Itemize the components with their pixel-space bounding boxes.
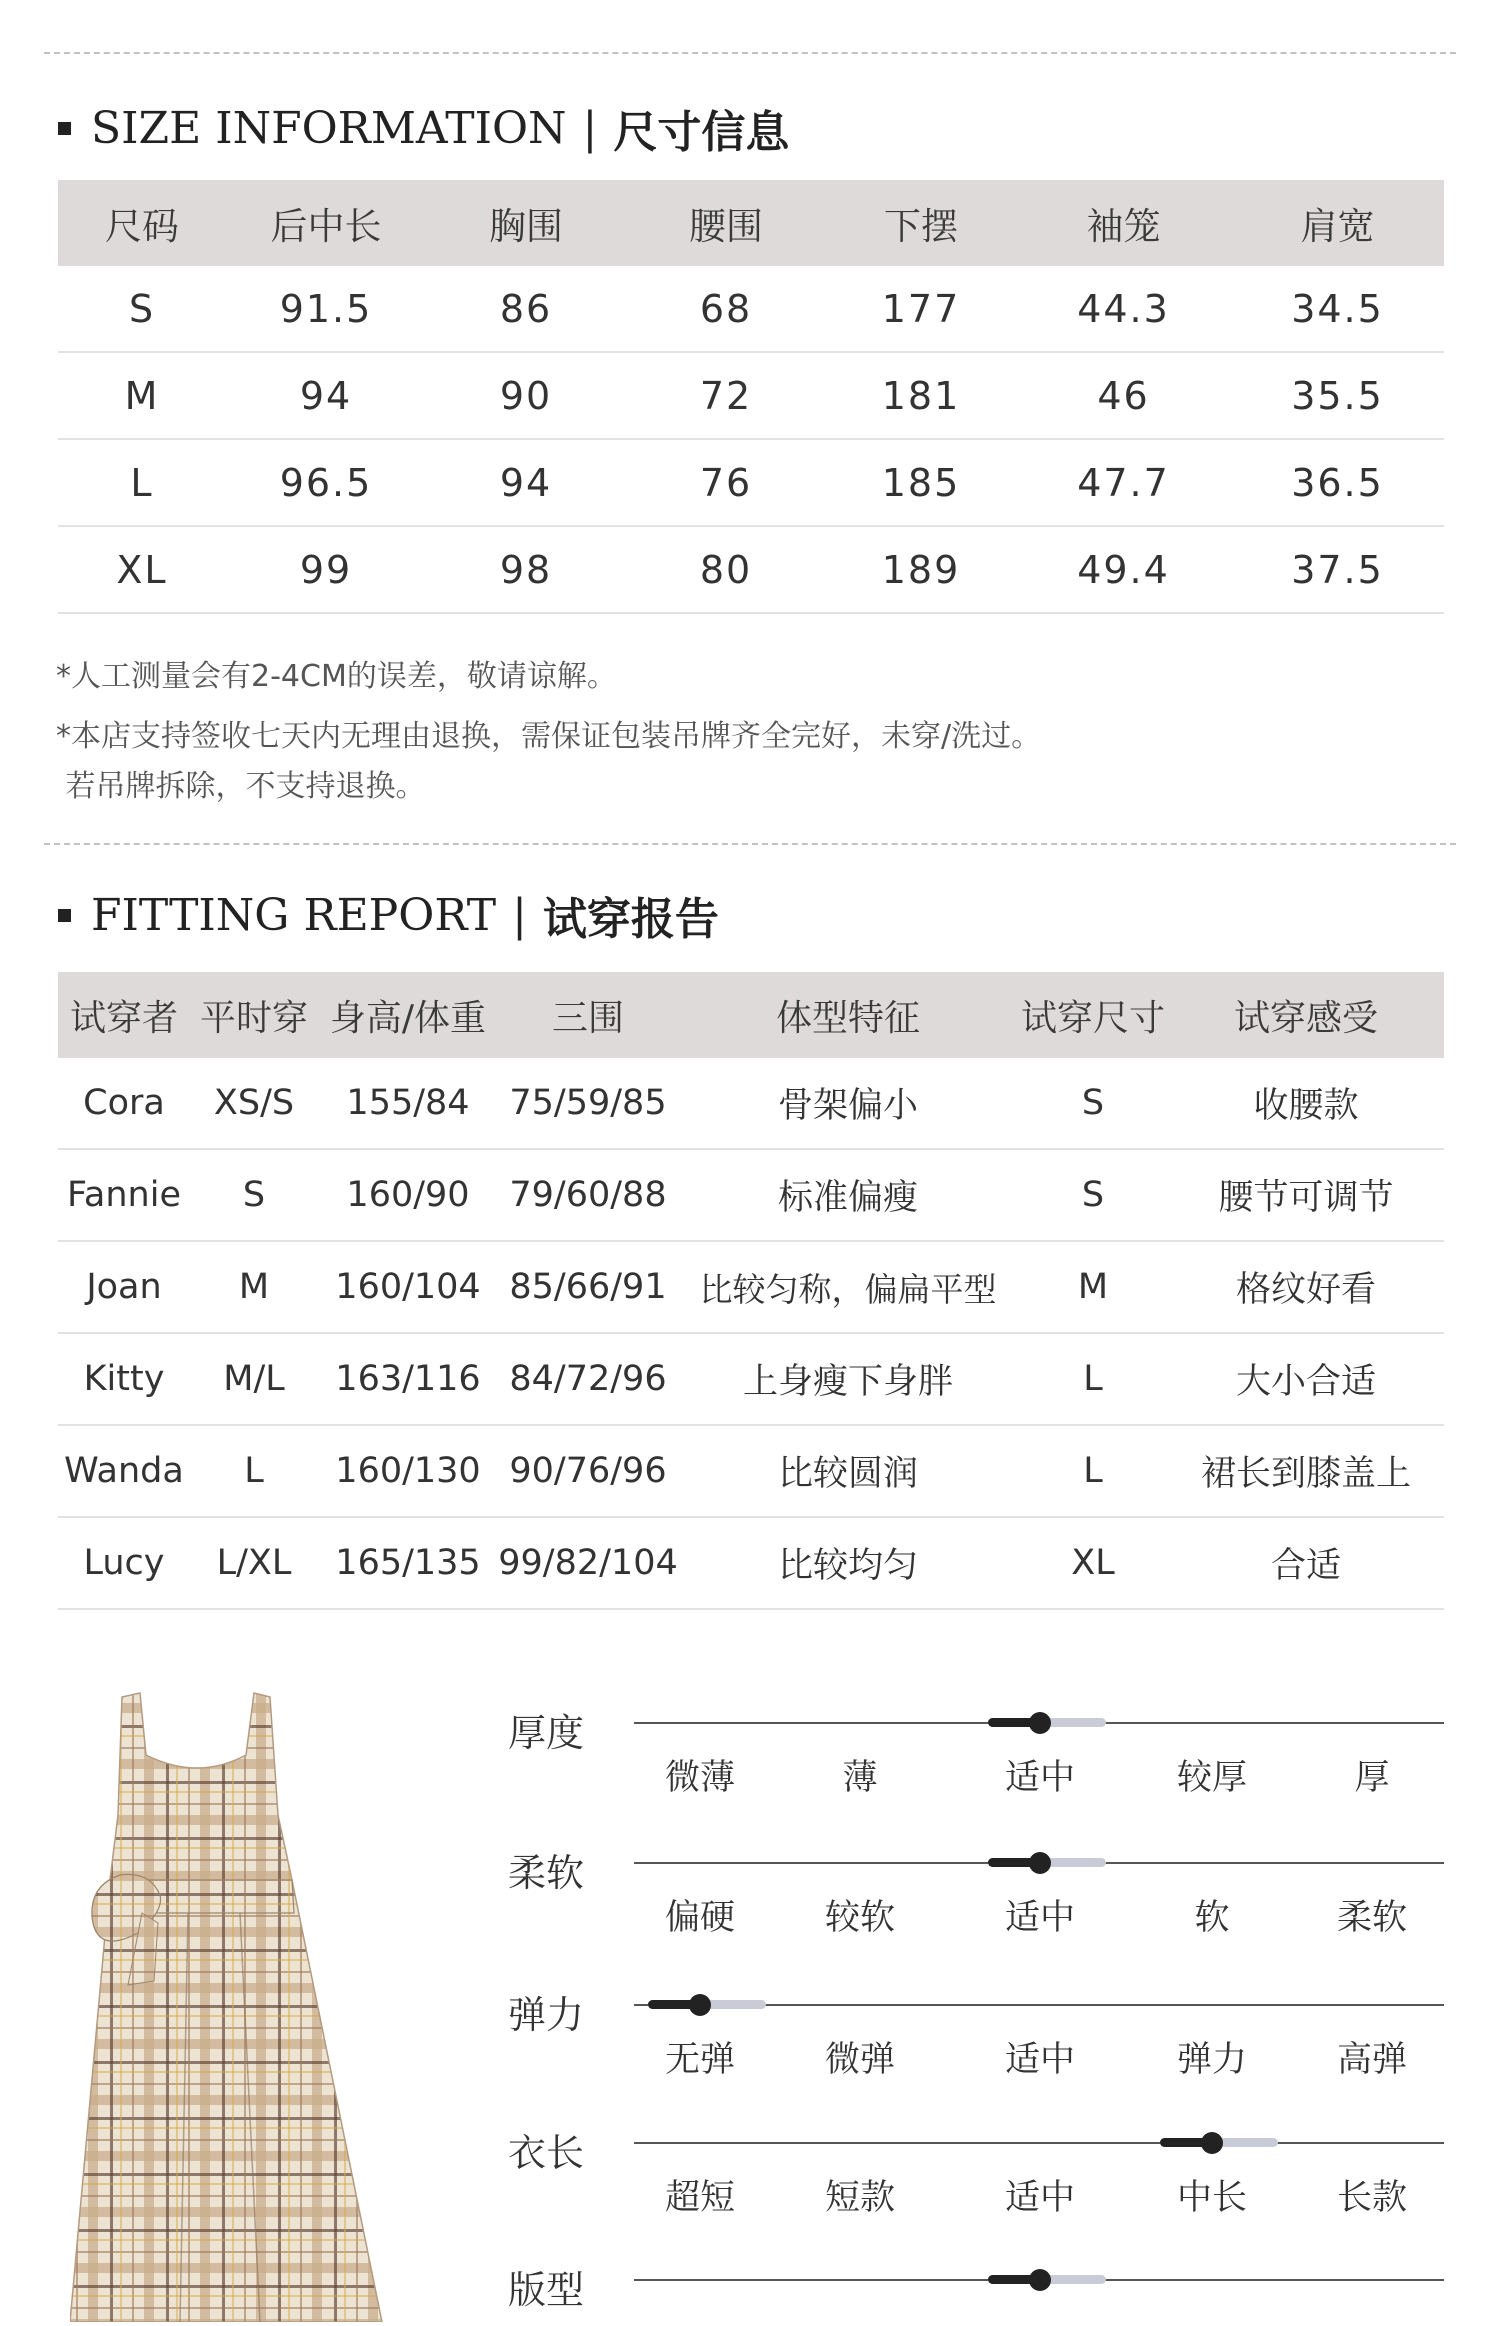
attribute-option: 适中: [1004, 2178, 1075, 2218]
header-cell: 试穿者: [58, 972, 190, 1058]
table-cell: 99/82/104: [498, 1517, 678, 1609]
table-row: [58, 1241, 1444, 1333]
table-cell: L: [1018, 1425, 1168, 1517]
table-cell: 合适: [1168, 1517, 1444, 1609]
table-cell: S: [58, 266, 226, 352]
header-cell: 下摆: [826, 180, 1016, 266]
attribute-label: 弹力: [508, 1993, 585, 2037]
table-cell: 收腰款: [1168, 1058, 1444, 1149]
table-cell: M/L: [190, 1333, 318, 1425]
table-cell: 165/135: [318, 1517, 498, 1609]
table-cell: 163/116: [318, 1333, 498, 1425]
attribute-option: 偏硬: [664, 1898, 735, 1938]
header-cell: 身高/体重: [318, 972, 498, 1058]
attribute-option: 长款: [1336, 2178, 1407, 2218]
table-cell: 189: [826, 526, 1016, 613]
table-cell: 比较圆润: [678, 1425, 1018, 1517]
attribute-option: 超短: [664, 2178, 735, 2218]
slider-knob: [689, 1994, 711, 2016]
attribute-option: 中长: [1176, 2178, 1247, 2218]
table-cell: 上身瘦下身胖: [678, 1333, 1018, 1425]
table-cell: L: [1018, 1333, 1168, 1425]
attribute-option: 较厚: [1176, 1758, 1247, 1798]
fitting-table-header: [58, 972, 1444, 1058]
table-cell: 80: [626, 526, 826, 613]
table-cell: L: [58, 439, 226, 526]
table-cell: S: [190, 1149, 318, 1241]
return-policy-note: *本店支持签收七天内无理由退换，需保证包装吊牌齐全完好，未穿/洗过。: [56, 719, 1042, 754]
table-cell: 36.5: [1231, 439, 1444, 526]
attribute-option: 短款: [824, 2178, 895, 2218]
header-cell: 尺码: [58, 180, 226, 266]
table-cell: 185: [826, 439, 1016, 526]
table-cell: 99: [226, 526, 426, 613]
title-separator: |: [512, 889, 527, 941]
fitting-title-cn: 试穿报告: [542, 894, 719, 945]
table-cell: 90: [426, 352, 626, 439]
table-cell: L/XL: [190, 1517, 318, 1609]
table-cell: 85/66/91: [498, 1241, 678, 1333]
attribute-label: 衣长: [508, 2131, 585, 2175]
table-cell: 49.4: [1016, 526, 1231, 613]
size-title-en: SIZE INFORMATION: [91, 102, 567, 154]
table-cell: 46: [1016, 352, 1231, 439]
table-cell: 34.5: [1231, 266, 1444, 352]
table-cell: Fannie: [58, 1149, 190, 1241]
header-cell: 后中长: [226, 180, 426, 266]
table-cell: 37.5: [1231, 526, 1444, 613]
table-cell: Cora: [58, 1058, 190, 1149]
table-row: [58, 1058, 1444, 1149]
header-cell: 肩宽: [1231, 180, 1444, 266]
table-cell: 160/104: [318, 1241, 498, 1333]
table-cell: M: [190, 1241, 318, 1333]
table-cell: Joan: [58, 1241, 190, 1333]
table-cell: 86: [426, 266, 626, 352]
table-cell: XL: [58, 526, 226, 613]
table-cell: 75/59/85: [498, 1058, 678, 1149]
middle-divider: [44, 843, 1456, 845]
attribute-option: 适中: [1004, 1898, 1075, 1938]
fitting-section-title: [58, 885, 719, 945]
attribute-scale-line: [634, 2142, 1444, 2144]
table-cell: 47.7: [1016, 439, 1231, 526]
table-cell: S: [1018, 1058, 1168, 1149]
bullet-square-icon: [58, 909, 71, 922]
attribute-option: 柔软: [1336, 1898, 1407, 1938]
size-section-title: [58, 98, 789, 158]
attribute-option: 微薄: [664, 1758, 735, 1798]
attribute-option: 软: [1194, 1898, 1230, 1938]
header-cell: 试穿尺寸: [1018, 972, 1168, 1058]
attribute-label: 柔软: [508, 1851, 585, 1895]
size-table: [58, 180, 1444, 614]
table-row: [58, 352, 1444, 439]
header-cell: 平时穿: [190, 972, 318, 1058]
dress-product-image: [70, 1685, 390, 2322]
table-cell: 35.5: [1231, 352, 1444, 439]
attribute-option: 较软: [824, 1898, 895, 1938]
attribute-option: 薄: [842, 1758, 878, 1798]
table-cell: Wanda: [58, 1425, 190, 1517]
header-cell: 胸围: [426, 180, 626, 266]
fitting-table: [58, 972, 1444, 1610]
table-cell: 68: [626, 266, 826, 352]
header-cell: 腰围: [626, 180, 826, 266]
slider-knob: [1201, 2132, 1223, 2154]
table-cell: 84/72/96: [498, 1333, 678, 1425]
table-cell: 标准偏瘦: [678, 1149, 1018, 1241]
attribute-option: 弹力: [1176, 2040, 1247, 2080]
attribute-option: 高弹: [1336, 2040, 1407, 2080]
table-cell: L: [190, 1425, 318, 1517]
size-title-cn: 尺寸信息: [613, 107, 790, 158]
table-cell: M: [58, 352, 226, 439]
table-cell: 骨架偏小: [678, 1058, 1018, 1149]
table-row: [58, 266, 1444, 352]
table-cell: 94: [426, 439, 626, 526]
table-cell: 98: [426, 526, 626, 613]
table-row: [58, 1333, 1444, 1425]
bullet-square-icon: [58, 122, 71, 135]
attribute-option: 无弹: [664, 2040, 735, 2080]
header-cell: 体型特征: [678, 972, 1018, 1058]
table-cell: 比较匀称，偏扁平型: [678, 1241, 1018, 1333]
attribute-option: 适中: [1004, 1758, 1075, 1798]
table-cell: 腰节可调节: [1168, 1149, 1444, 1241]
table-cell: XL: [1018, 1517, 1168, 1609]
attribute-option: 微弹: [824, 2040, 895, 2080]
table-cell: Lucy: [58, 1517, 190, 1609]
table-cell: 94: [226, 352, 426, 439]
size-table-header: [58, 180, 1444, 266]
table-cell: XS/S: [190, 1058, 318, 1149]
table-cell: Kitty: [58, 1333, 190, 1425]
table-cell: 160/130: [318, 1425, 498, 1517]
table-cell: 72: [626, 352, 826, 439]
table-row: [58, 1149, 1444, 1241]
table-cell: M: [1018, 1241, 1168, 1333]
table-cell: 76: [626, 439, 826, 526]
table-cell: 大小合适: [1168, 1333, 1444, 1425]
attribute-label: 厚度: [508, 1711, 585, 1755]
table-row: [58, 1425, 1444, 1517]
table-row: [58, 526, 1444, 613]
slider-knob: [1029, 1712, 1051, 1734]
table-cell: 90/76/96: [498, 1425, 678, 1517]
table-row: [58, 439, 1444, 526]
table-cell: 44.3: [1016, 266, 1231, 352]
header-cell: 试穿感受: [1168, 972, 1444, 1058]
table-cell: 181: [826, 352, 1016, 439]
header-cell: 袖笼: [1016, 180, 1231, 266]
attribute-label: 版型: [508, 2268, 585, 2312]
attribute-option: 厚: [1354, 1758, 1390, 1798]
table-cell: 79/60/88: [498, 1149, 678, 1241]
table-cell: 155/84: [318, 1058, 498, 1149]
top-divider: [44, 52, 1456, 54]
table-cell: 裙长到膝盖上: [1168, 1425, 1444, 1517]
attribute-option: 适中: [1004, 2040, 1075, 2080]
table-cell: S: [1018, 1149, 1168, 1241]
tag-removal-note: 若吊牌拆除，不支持退换。: [56, 769, 426, 804]
table-cell: 格纹好看: [1168, 1241, 1444, 1333]
table-cell: 96.5: [226, 439, 426, 526]
table-cell: 91.5: [226, 266, 426, 352]
table-row: [58, 1517, 1444, 1609]
table-cell: 177: [826, 266, 1016, 352]
fitting-title-en: FITTING REPORT: [91, 889, 497, 941]
title-separator: |: [582, 102, 598, 154]
table-cell: 160/90: [318, 1149, 498, 1241]
measurement-note: *人工测量会有2-4CM的误差，敬请谅解。: [56, 659, 617, 694]
header-cell: 三围: [498, 972, 678, 1058]
table-cell: 比较均匀: [678, 1517, 1018, 1609]
slider-knob: [1029, 1852, 1051, 1874]
slider-knob: [1029, 2269, 1051, 2291]
